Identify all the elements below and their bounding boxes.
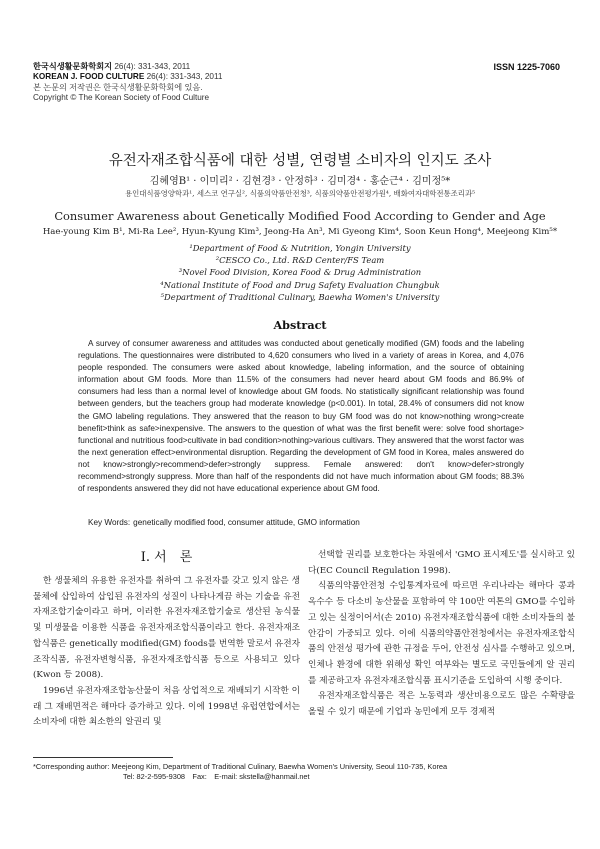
affiliation-3: ³Novel Food Division, Korea Food & Drug Administration <box>178 267 422 278</box>
affiliation-1: ¹Department of Food & Nutrition, Yongin University <box>189 243 411 253</box>
footnote-line-2: Tel: 82-2-595-9308 Fax: E-mail: skstella@hanmail.net <box>123 772 310 782</box>
body-column-right <box>308 548 575 721</box>
abstract-heading: Abstract <box>273 318 327 332</box>
affiliation-4: ⁴National Institute of Food and Drug Safety Evaluation Chungbuk <box>160 279 440 290</box>
title-korean: 유전자재조합식품에 대한 성별, 연령별 소비자의 인지도 조사 <box>108 153 492 169</box>
journal-line-ko: 한국식생활문화학회지 26(4): 331-343, 2011 <box>33 62 191 71</box>
paragraph: 한 생물체의 유용한 유전자를 취하여 그 유전자를 갖고 있지 않은 생물체에 삽입하여 삽입된 유전자의 성질이 나타나게끔 하는 기술을 유전자재조합기술이라고 하며, 이러한 유전자재조합기술로 생산된 농식물 및 미생물을 이용한 식품을 유전자재조합식품이라고 한다. 유전자재조합식품은 genetically modified(GM) foods를 번역한 말로서 유전자조작식품, 유전자변형식품, 유전자재조합식품 등으로 사용되고 있다(Kwon 등 2008). <box>33 576 300 681</box>
copyright-en: Copyright © The Korean Society of Food Culture <box>33 92 210 102</box>
footnote-rule <box>33 757 173 758</box>
section-heading: Ⅰ. 서 론 <box>140 550 193 565</box>
affiliation-2: ²CESCO Co., Ltd. R&D Center/FS Team <box>215 255 385 266</box>
body-column-left <box>33 574 300 731</box>
keywords-text: genetically modified food, consumer attitude, GMO information <box>133 518 360 527</box>
journal-line-en: KOREAN J. FOOD CULTURE 26(4): 331-343, 2011 <box>33 72 223 82</box>
footnote-line-1: *Corresponding author: Meejeong Kim, Department of Traditional Culinary, Baewha Women's University, Seoul 110-735, Korea <box>33 762 448 771</box>
authors-english: Hae-young Kim B¹, Mi-Ra Lee², Hyun-Kyung Kim³, Jeong-Ha An³, Mi Gyeong Kim⁴, Soon Keun Hong⁴, Meejeong Kim⁵* <box>42 227 558 237</box>
paragraph: 1996년 유전자재조합농산물이 처음 상업적으로 재배되기 시작한 이래 그 재배면적은 해마다 증가하고 있다. 이에 1998년 유럽연합에서는 소비자에 대한 최소한의 알권리 및 <box>33 685 300 728</box>
affiliation-5: ⁵Department of Traditional Culinary, Baewha Women's University <box>160 291 440 302</box>
issn: ISSN 1225-7060 <box>493 62 560 72</box>
title-english: Consumer Awareness about Genetically Modified Food According to Gender and Age <box>54 209 546 223</box>
paragraph: 선택할 권리를 보호한다는 차원에서 'GMO 표시제도'를 실시하고 있다(EC Council Regulation 1998). <box>308 550 575 576</box>
abstract-text: A survey of consumer awareness and attitudes was conducted about genetically modified (GM) foods and the labeling regulations. The questionnaires were distributed to 4,620 consumers who lived in a variety of areas in Korea, and 4,076 people responded. The consumers were asked about knowledge, labeling information, and the source of obtaining information about GM foods. More than 11.5% of the consumers had never heard about GM foods and 86.9% of consumers had less than a normal level of knowledge about GM foods. No statistically significant relationship was found between genders, but the teachers group had moderate knowledge (p<0.001). In total, 28.4% of consumers did not know the GMO labeling regulations. They answered that the reason to buy GM food was do not know>nothing wrong>create benefit>think as safe>inexpensive. The answers to the question of what was the first benefit were: solve food shortage> functional and nutritious food>cultivate in bad condition>nothing>various cultivars. They answered that the worst factor was the next generation effect>environmental disruption. Regarding the development of GM food in Korea, males answered do not know>strongly>recommend>defer>strongly suppress. Female answered: don't know>defer>strongly recommend>strongly suppress. More than half of the respondents did not have much information about GM foods; 88.3% of respondents answered they did not have educational experience about GM food. <box>78 339 524 494</box>
paragraph: 식품의약품안전청 수입통계자료에 따르면 우리나라는 해마다 콩과 옥수수 등 다소비 농산물을 포함하여 약 100만 여톤의 GMO를 수입하고 있는 실정이어서(손 2010) 유전자재조합식품에 대한 소비자들의 불안감이 가중되고 있다. 이에 식품의약품안전청에서는 유전자재조합식품의 안전성 평가에 관한 규정을 두어, 안전성 심사를 수행하고 있으며, 인체나 환경에 대한 위해성 확인 여부와는 별도로 국민들에게 알 권리를 제공하고자 유전자재조합식품 표시기준을 도입하여 시행 중이다. <box>308 581 575 686</box>
affiliations-english <box>0 242 600 303</box>
paragraph: 유전자재조합식품은 적은 노동력과 생산비용으로도 많은 수확량을 올릴 수 있기 때문에 기업과 농민에게 모두 경제적 <box>308 691 575 718</box>
corresponding-author-footnote <box>33 762 447 783</box>
affiliations-korean: 용인대식품영양학과¹, 세스코 연구실², 식품의약품안전청³, 식품의약품안전평가원⁴, 배화여자대학전통조리과⁵ <box>124 189 476 198</box>
authors-korean: 김혜영B¹ · 이미리² · 김현경³ · 안정하³ · 김미경⁴ · 홍순근⁴ · 김미정⁵* <box>149 176 451 187</box>
keywords-label: Key Words: <box>88 518 131 527</box>
journal-header <box>33 62 333 103</box>
copyright-ko: 본 논문의 저작권은 한국식생활문화학회에 있음. <box>33 82 203 92</box>
keywords <box>88 518 360 527</box>
